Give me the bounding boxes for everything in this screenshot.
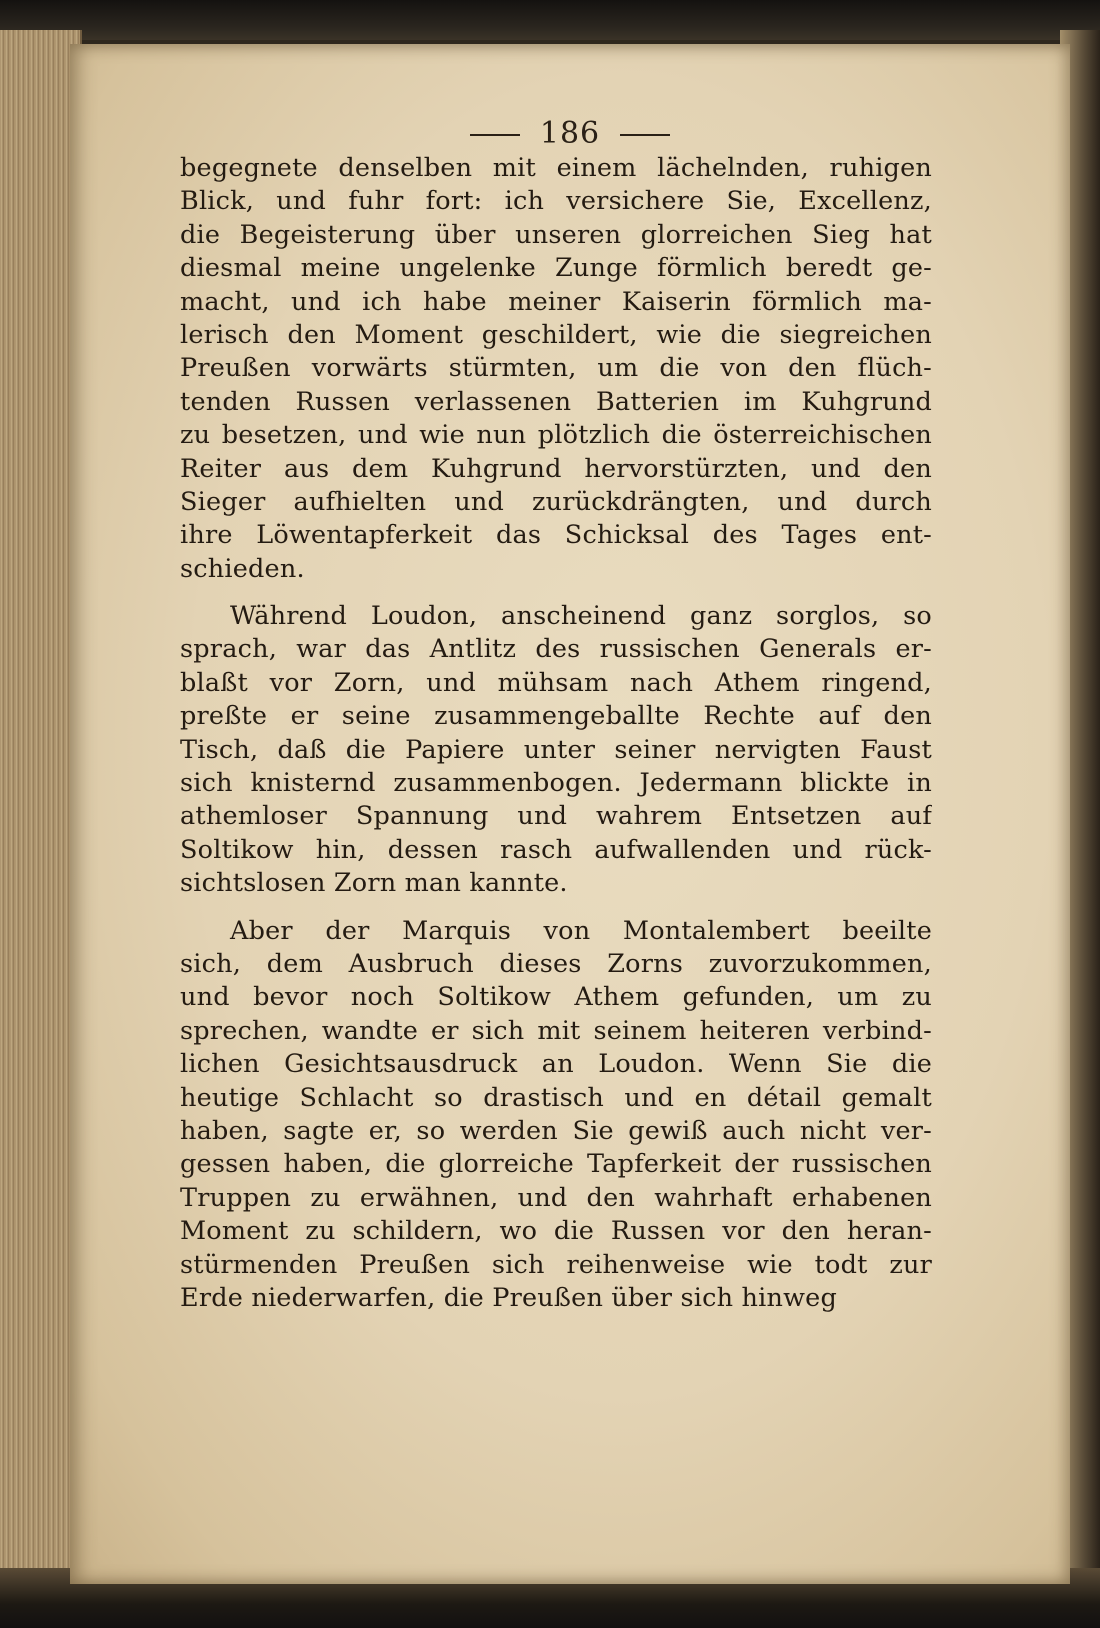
header-dash-right	[620, 134, 670, 136]
text-line: sich knisternd zusammenbogen. Jedermann blickte in	[180, 768, 932, 799]
text-line: preßte er seine zusammengeballte Rechte auf den	[180, 701, 932, 732]
text-line: die Begeisterung über unseren glorreichen Sieg hat	[180, 219, 932, 250]
text-line: sichtslosen Zorn man kannte.	[180, 868, 568, 899]
text-line: athemloser Spannung und wahrem Entsetzen auf	[180, 801, 932, 832]
page-number: 186	[539, 116, 601, 151]
text-line: diesmal meine ungelenke Zunge förmlich beredt ge-	[180, 253, 932, 284]
paragraph-gap	[180, 586, 932, 600]
text-line: Soltikow hin, dessen rasch aufwallenden und rück-	[180, 834, 932, 865]
text-line: Moment zu schildern, wo die Russen vor den heran-	[180, 1216, 932, 1247]
text-line: sprechen, wandte er sich mit seinem heiteren verbind-	[180, 1015, 932, 1046]
text-line: Aber der Marquis von Montalembert beeilte	[230, 915, 932, 946]
text-line: blaßt vor Zorn, und mühsam nach Athem ringend,	[180, 667, 932, 698]
text-line: ihre Löwentapferkeit das Schicksal des Tages ent-	[180, 520, 932, 551]
text-line: Während Loudon, anscheinend ganz sorglos, so	[230, 601, 932, 632]
text-line: Tisch, daß die Papiere unter seiner nervigten Faust	[180, 734, 932, 765]
text-line: haben, sagte er, so werden Sie gewiß auch nicht ver-	[180, 1115, 932, 1146]
text-line: begegnete denselben mit einem lächelnden, ruhigen	[180, 153, 932, 183]
text-line: Blick, und fuhr fort: ich versichere Sie, Excellenz,	[180, 186, 932, 217]
text-line: lichen Gesichtsausdruck an Loudon. Wenn Sie die	[180, 1049, 932, 1080]
paragraph-2	[180, 600, 932, 901]
text-line: Sieger aufhielten und zurückdrängten, und durch	[180, 486, 932, 517]
text-line: stürmenden Preußen sich reihenweise wie todt zur	[180, 1249, 932, 1280]
paragraph-gap	[180, 901, 932, 915]
text-line: zu besetzen, und wie nun plötzlich die österreichischen	[180, 420, 932, 451]
book-cover-top-edge	[0, 0, 1100, 40]
header-dash-left	[470, 134, 520, 136]
text-line: Truppen zu erwähnen, und den wahrhaft erhabenen	[180, 1182, 932, 1213]
text-line: sprach, war das Antlitz des russischen Generals er-	[180, 634, 932, 665]
page-header	[70, 116, 1070, 151]
text-line: schieden.	[180, 553, 305, 584]
text-line: lerisch den Moment geschildert, wie die siegreichen	[180, 319, 932, 350]
text-line: Reiter aus dem Kuhgrund hervorstürzten, und den	[180, 453, 932, 484]
paragraph-3	[180, 915, 932, 1316]
text-line: sich, dem Ausbruch dieses Zorns zuvorzukommen,	[180, 948, 932, 979]
body-text	[180, 152, 932, 1315]
text-line: gessen haben, die glorreiche Tapferkeit der russischen	[180, 1149, 932, 1180]
text-line: und bevor noch Soltikow Athem gefunden, um zu	[180, 982, 932, 1013]
paragraph-1	[180, 152, 932, 586]
text-line: Erde niederwarfen, die Preußen über sich hinweg	[180, 1282, 837, 1313]
text-line: macht, und ich habe meiner Kaiserin förmlich ma-	[180, 286, 932, 317]
text-line: heutige Schlacht so drastisch und en détail gemalt	[180, 1082, 932, 1113]
text-line: Preußen vorwärts stürmten, um die von den flüch-	[180, 353, 932, 384]
text-line: tenden Russen verlassenen Batterien im Kuhgrund	[180, 386, 932, 417]
